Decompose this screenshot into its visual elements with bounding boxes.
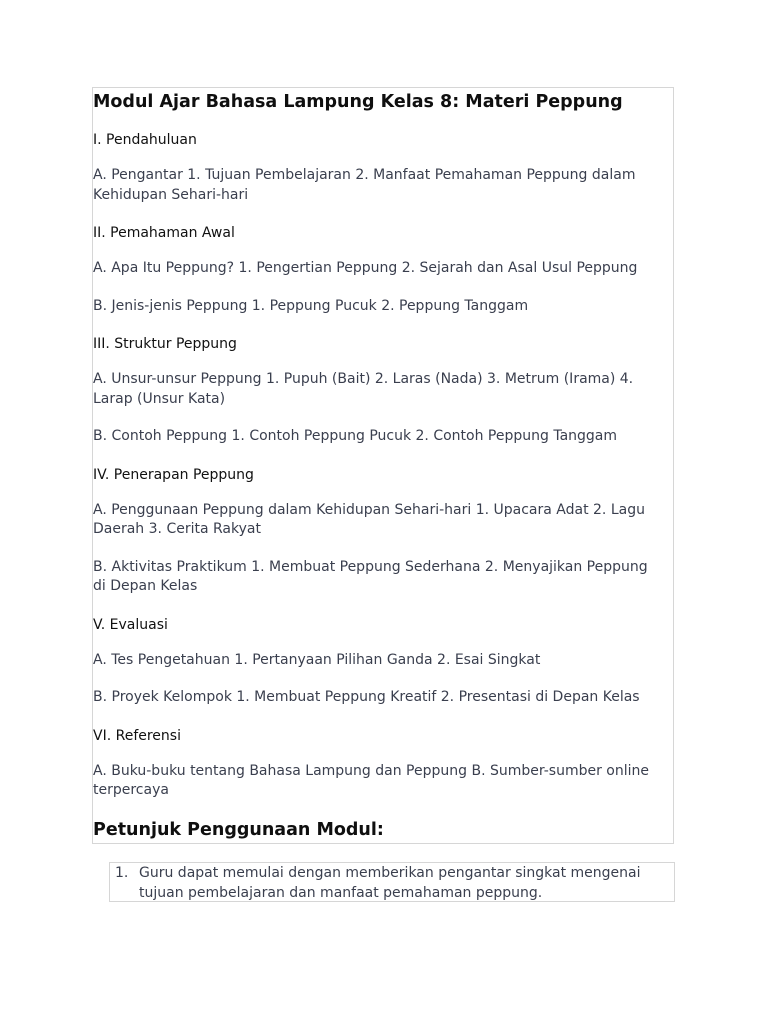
section-item: B. Aktivitas Praktikum 1. Membuat Peppung Sederhana 2. Menyajikan Peppung di Depan Kelas xyxy=(93,558,648,594)
section-item: A. Apa Itu Peppung? 1. Pengertian Peppung 2. Sejarah dan Asal Usul Peppung xyxy=(93,260,638,276)
section-heading: III. Struktur Peppung xyxy=(93,336,237,352)
section-referensi xyxy=(93,726,663,801)
section-item: B. Jenis-jenis Peppung 1. Peppung Pucuk 2. Peppung Tanggam xyxy=(93,297,529,314)
section-struktur-peppung xyxy=(93,334,663,447)
usage-list-item xyxy=(115,864,671,903)
section-item: A. Penggunaan Peppung dalam Kehidupan Sehari-hari 1. Upacara Adat 2. Lagu Daerah 3. Cerita Rakyat xyxy=(93,501,645,537)
list-number: 1. xyxy=(115,865,129,881)
section-heading: VI. Referensi xyxy=(93,727,181,744)
section-heading: I. Pendahuluan xyxy=(93,132,197,148)
section-heading: II. Pemahaman Awal xyxy=(93,225,235,241)
list-text: Guru dapat memulai dengan memberikan pengantar singkat mengenai tujuan pembelajaran dan manfaat pemahaman peppung. xyxy=(139,865,641,901)
usage-title: Petunjuk Penggunaan Modul: xyxy=(93,819,384,840)
section-item: A. Pengantar 1. Tujuan Pembelajaran 2. Manfaat Pemahaman Peppung dalam Kehidupan Sehari-hari xyxy=(93,167,636,203)
section-pemahaman-awal xyxy=(93,223,663,316)
section-evaluasi xyxy=(93,615,663,708)
section-pendahuluan xyxy=(93,130,663,205)
section-heading: V. Evaluasi xyxy=(93,616,168,633)
document-title: Modul Ajar Bahasa Lampung Kelas 8: Materi Peppung xyxy=(93,92,623,112)
section-item: A. Tes Pengetahuan 1. Pertanyaan Pilihan Ganda 2. Esai Singkat xyxy=(93,651,541,668)
section-item: A. Buku-buku tentang Bahasa Lampung dan Peppung B. Sumber-sumber online terpercaya xyxy=(93,762,650,798)
section-item: B. Proyek Kelompok 1. Membuat Peppung Kreatif 2. Presentasi di Depan Kelas xyxy=(93,689,640,705)
section-item: B. Contoh Peppung 1. Contoh Peppung Pucuk 2. Contoh Peppung Tanggam xyxy=(93,428,618,444)
section-penerapan-peppung xyxy=(93,465,663,597)
document-content xyxy=(93,91,663,841)
section-item: A. Unsur-unsur Peppung 1. Pupuh (Bait) 2. Laras (Nada) 3. Metrum (Irama) 4. Larap (Unsur Kata) xyxy=(93,371,634,407)
section-heading: IV. Penerapan Peppung xyxy=(93,466,254,483)
